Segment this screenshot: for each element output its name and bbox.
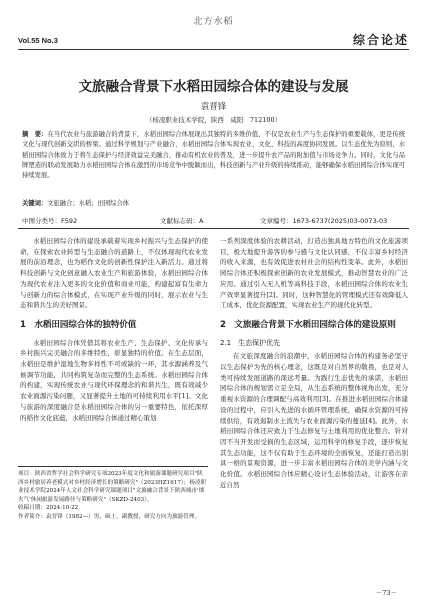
continued-paragraph: 一系列深度体验的农耕活动，打造出独具地方特色的文化旅游项目，极大地提升游客的参与感与文化认同感，不仅丰富乡村经济的收入来源，也有效促进农村社会的结构性变革。此外，水稻田园综合体还积极探索创新的农业发展模式，推动智慧农业的广泛应用。通过引入无人机等高科技手段，水稻田园综合体的农业生产效率显著提升[2]。同时，这种智慧化的管理模式还有效降低人工成本，优化资源配置，实现农业生产的现代化转型。 [220, 237, 408, 310]
intro-paragraph: 水稻田园综合体的建设承载着实现乡村振兴与生态保护的使命，在探索农业转型与生态融合的道路上，不仅体现现代农业发展的前沿理念，也为稻作文化的创新性保护注入新活力。通过将科技创新与文化创意融入农业生产和旅游体验，水稻田园综合体为现代农业注入更多的文化价值和商业可能，构建起富有生命力与创新力的综合体模式，在实现产业升级的同时，展示农业与生态和谐共生的美好图景。 [20, 237, 208, 310]
abstract-text: 在当代农业与旅游融合的背景下，水稻田园综合体展现出其独特的多维价值，不仅是农业生产与生态保护的重要载体，更是传统文化与现代创新交织的桥梁。通过科学规划与产业融合，水稻田园综合体实现农业、文化、科技的高度协同发展。以生态优先为原则，水稻田园综合体致力于将生态保护与经济效益完美融合，推动有机农业的普及，进一步提升农产品的附加值与市场竞争力。同时，文化与品牌塑造的联动发展助力水稻田园综合体在激烈的市场竞争中脱颖而出，科技创新与产业升级的持续推动，能够确保水稻田园综合体实现可持续发展。 [22, 131, 406, 180]
clc-number: 中图分类号：F592 [22, 217, 78, 225]
article-number: 文章编号：1673-6737(2025)03-0073-03 [260, 217, 388, 225]
keywords [22, 198, 405, 207]
footnote [18, 466, 208, 522]
header-rule [18, 49, 409, 50]
keywords-text: 文旅融合；水稻；田园综合体 [47, 200, 130, 207]
footnote-funding: 项目：陕西省哲学社会科学研究专项2023年度文化和旅游课题研究项目"陕西乡村旅居养老模式对乡村经济增长的策略研究"（2023HZ1617）；杨凌职业技术学院2024年人文社会科学研究课题项目"文旅融合背景下陕西城市'烟火气'休闲旅游发展路径与策略研究"（SKZD-2403）。 [18, 471, 207, 503]
author: 袁晋锋 [200, 102, 227, 112]
section-1-heading: 1 水稻田园综合体的独特价值 [20, 319, 137, 330]
section-label: 综合论述 [352, 33, 409, 47]
abstract [22, 130, 405, 181]
subsection-2-1-paragraph: 在文旅深度融合的浪潮中，水稻田园综合体的构建务必坚守以生态保护为先的核心理念，这既是对自然界的敬畏，也是对人类可持续发展道路的深远考量。为践行生态优先的承诺，水稻田园综合体的规划需立足全局，从生态系统的整体视角出发，充分重视水资源的合理调配与高效利用[3]。在推进水稻田园综合体建设的过程中，应引入先进的水循环管理系统，确保水资源的可持续供给，有效遏制水土流失与农业面源污染的蔓延[4]。此外，水稻田园综合体还应致力于生态修复与土地利用的优化整合。针对因不当开发而受损的生态区域，运用科学的修复手段，逐步恢复其生态功能，这不仅有助于生态环境的全面恢复，还能打造出别具一格的景观资源，进一步丰富水稻田园综合体的美学内涵与文化价值。水稻田园综合体应精心设计生态体验活动，让游客在亲近自然 [220, 352, 408, 489]
subsection-2-1-heading: 2.1 生态保护优先 [220, 338, 281, 347]
keywords-label: 关键词： [22, 200, 48, 207]
footnote-author-bio: 作者简介：袁晋锋（1982—）男，硕士，副教授，研究方向为旅游管理。 [18, 513, 201, 520]
document-code: 文献标志码：A [160, 217, 204, 225]
page-number: －73－ [375, 589, 397, 597]
section-1-paragraph: 水稻田园综合体凭借其将农业生产、生态保护、文化传承与乡村振兴完美融合的多维特性，彰显独特的价值。在生态层面，水稻田是维护湿地生物多样性不可或缺的一环，其水源涵养及气候调节功能，共同构筑复杂而完整的生态系统。水稻田园综合体的构建，实现传统农业与现代环保理念的和谐共生，既有效减少农业面源污染问题，又显著提升土地的可持续利用水平[1]。文化与旅游的深度融合是水稻田园综合体的另一重要特色，依托深厚的稻作文化底蕴，水稻田园综合体通过精心策划 [20, 338, 208, 422]
abstract-label: 摘 要： [22, 131, 48, 138]
affiliation: （杨凌职业技术学院，陕西 咸阳 712100） [145, 116, 282, 124]
volume-issue: Vol.55 No.3 [18, 36, 58, 45]
right-column [220, 236, 408, 490]
journal-name: 北方水稻 [193, 17, 234, 27]
section-2-heading: 2 文旅融合背景下水稻田园综合体的建设原则 [220, 319, 396, 330]
article-title: 文旅融合背景下水稻田园综合体的建设与发展 [78, 79, 349, 95]
footnote-received-date: 收稿日期：2024-10-22 [18, 505, 79, 512]
meta-rule [18, 228, 409, 229]
left-column [20, 236, 208, 423]
